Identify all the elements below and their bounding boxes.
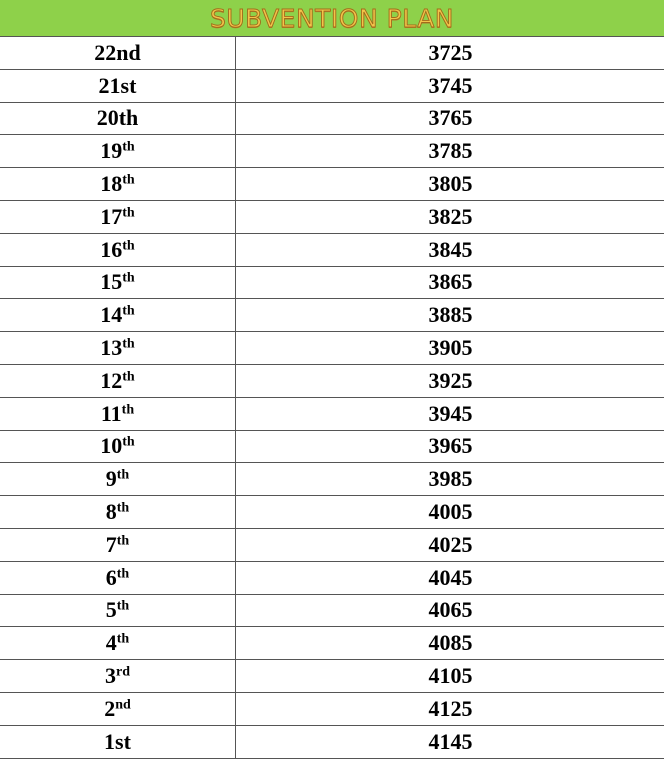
table-row <box>0 102 664 135</box>
floor-number: 22nd <box>94 39 141 65</box>
floor-suffix: th <box>116 533 130 549</box>
floor-cell <box>0 496 236 529</box>
floor-suffix: th <box>122 434 135 450</box>
floor-suffix: th <box>116 598 130 614</box>
table-row <box>0 430 664 463</box>
price-cell: 4045 <box>236 561 664 594</box>
table-row <box>0 397 664 430</box>
table-row <box>0 135 664 168</box>
floor-cell <box>0 69 236 102</box>
table-row <box>0 168 664 201</box>
price-cell: 4085 <box>236 627 664 660</box>
floor-cell <box>0 725 236 758</box>
plan-header <box>0 0 664 36</box>
floor-suffix: th <box>122 303 135 319</box>
floor-cell <box>0 397 236 430</box>
floor-number: 6 <box>105 564 117 590</box>
floor-suffix: rd <box>116 664 130 680</box>
price-cell: 3865 <box>236 266 664 299</box>
table-row <box>0 69 664 102</box>
floor-suffix: th <box>122 139 135 155</box>
floor-suffix: th <box>122 172 135 188</box>
floor-number: 5 <box>105 597 117 623</box>
table-row <box>0 364 664 397</box>
floor-cell <box>0 135 236 168</box>
table-row <box>0 496 664 529</box>
floor-cell <box>0 594 236 627</box>
table-row <box>0 528 664 561</box>
table-row <box>0 37 664 70</box>
table-row <box>0 299 664 332</box>
price-cell: 4005 <box>236 496 664 529</box>
floor-suffix: th <box>122 336 135 352</box>
floor-cell <box>0 463 236 496</box>
table-row <box>0 332 664 365</box>
price-cell: 3765 <box>236 102 664 135</box>
price-cell: 4105 <box>236 660 664 693</box>
floor-cell <box>0 660 236 693</box>
floor-number: 3 <box>105 663 116 689</box>
subvention-table <box>0 36 664 759</box>
floor-suffix: th <box>116 467 130 483</box>
floor-number: 12 <box>100 367 123 393</box>
floor-number: 13 <box>100 335 123 361</box>
table-row <box>0 463 664 496</box>
floor-cell <box>0 200 236 233</box>
floor-number: 18 <box>100 171 123 197</box>
floor-number: 15 <box>100 269 123 295</box>
floor-number: 11 <box>100 400 122 426</box>
table-row <box>0 266 664 299</box>
floor-cell <box>0 299 236 332</box>
floor-cell <box>0 168 236 201</box>
price-cell: 3885 <box>236 299 664 332</box>
price-cell: 3845 <box>236 233 664 266</box>
table-row <box>0 660 664 693</box>
floor-cell <box>0 692 236 725</box>
floor-number: 9 <box>105 466 117 492</box>
floor-suffix: nd <box>115 697 131 713</box>
floor-number: 16 <box>100 236 123 262</box>
floor-suffix: th <box>116 500 130 516</box>
floor-number: 20th <box>96 105 139 131</box>
table-row <box>0 725 664 758</box>
floor-suffix: th <box>116 565 130 581</box>
floor-suffix: th <box>122 270 135 286</box>
floor-cell <box>0 233 236 266</box>
price-cell: 3805 <box>236 168 664 201</box>
floor-cell <box>0 266 236 299</box>
floor-number: 17 <box>100 203 123 229</box>
floor-number: 14 <box>100 302 123 328</box>
price-cell: 3825 <box>236 200 664 233</box>
price-cell: 4065 <box>236 594 664 627</box>
floor-cell <box>0 528 236 561</box>
table-row <box>0 200 664 233</box>
floor-suffix: th <box>121 401 135 417</box>
price-cell: 3965 <box>236 430 664 463</box>
floor-cell <box>0 102 236 135</box>
floor-suffix: th <box>122 237 135 253</box>
floor-number: 1st <box>104 728 131 754</box>
price-cell: 3925 <box>236 364 664 397</box>
price-cell: 3785 <box>236 135 664 168</box>
floor-cell <box>0 627 236 660</box>
floor-number: 8 <box>105 499 117 525</box>
floor-number: 4 <box>105 630 117 656</box>
floor-cell <box>0 561 236 594</box>
floor-cell <box>0 364 236 397</box>
price-cell: 4025 <box>236 528 664 561</box>
floor-number: 19 <box>100 138 123 164</box>
price-cell: 3905 <box>236 332 664 365</box>
floor-cell <box>0 430 236 463</box>
floor-number: 10 <box>100 433 123 459</box>
price-cell: 4125 <box>236 692 664 725</box>
table-row <box>0 692 664 725</box>
price-cell: 3945 <box>236 397 664 430</box>
table-row <box>0 561 664 594</box>
price-cell: 4145 <box>236 725 664 758</box>
table-row <box>0 594 664 627</box>
floor-cell <box>0 37 236 70</box>
subvention-table-body <box>0 37 664 759</box>
price-cell: 3985 <box>236 463 664 496</box>
floor-suffix: th <box>122 205 135 221</box>
floor-number: 2 <box>104 695 116 721</box>
floor-number: 7 <box>105 531 117 557</box>
floor-cell <box>0 332 236 365</box>
floor-suffix: th <box>116 631 130 647</box>
table-row <box>0 627 664 660</box>
price-cell: 3725 <box>236 37 664 70</box>
table-row <box>0 233 664 266</box>
plan-title: SUBVENTION PLAN <box>210 3 454 33</box>
floor-suffix: th <box>122 369 135 385</box>
price-cell: 3745 <box>236 69 664 102</box>
floor-number: 21st <box>98 72 137 98</box>
